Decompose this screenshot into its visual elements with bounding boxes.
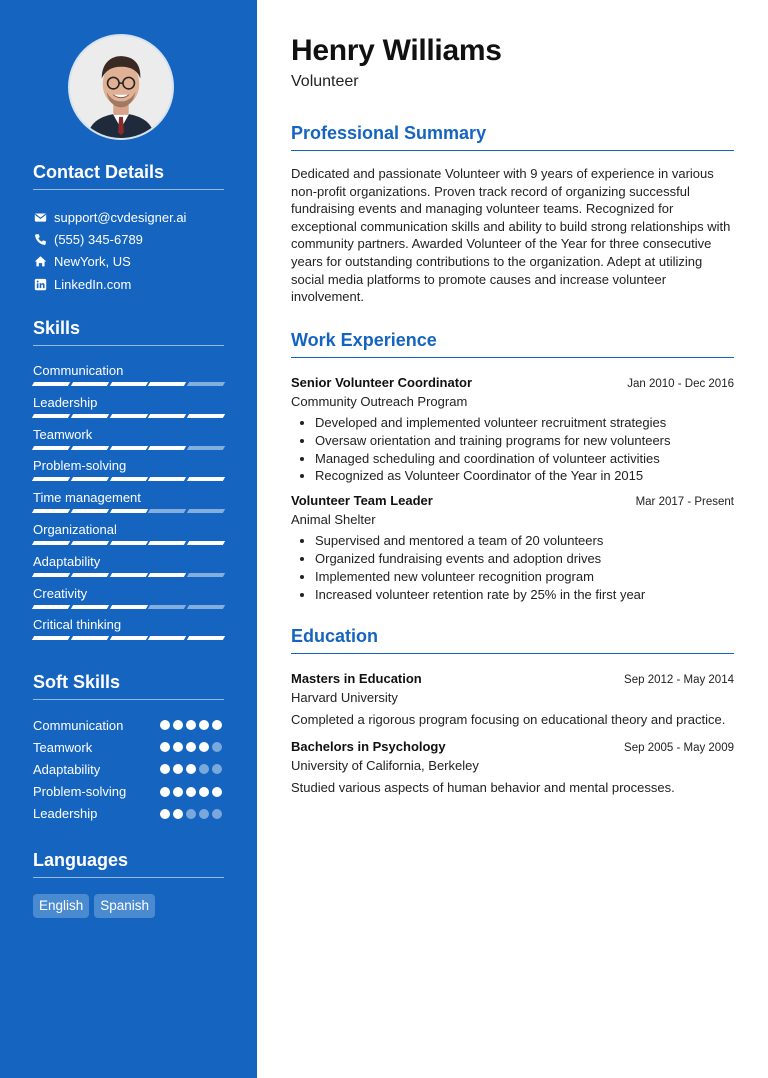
divider (33, 189, 224, 190)
rating-dot (212, 764, 222, 774)
languages-section (33, 849, 224, 918)
soft-skill-name: Communication (33, 717, 124, 733)
skill-level-segment (148, 477, 186, 481)
skill-name: Problem-solving (33, 458, 127, 474)
soft-skill-rating (160, 787, 222, 797)
skill-row (33, 427, 224, 459)
soft-skill-name: Teamwork (33, 739, 93, 755)
school-name: University of California, Berkeley (291, 758, 479, 773)
degree-title: Bachelors in Psychology (291, 739, 446, 754)
rating-dot (173, 720, 183, 730)
skill-level-segment (32, 477, 70, 481)
skill-level-segment (187, 541, 225, 545)
languages-heading: Languages (33, 850, 129, 870)
skill-level-segment (71, 382, 109, 386)
skill-level-segment (148, 541, 186, 545)
soft-skill-row (33, 803, 224, 825)
education-heading: Education (291, 626, 379, 646)
skill-level-segment (109, 605, 147, 609)
divider (33, 699, 224, 700)
skill-level-segment (32, 605, 70, 609)
soft-skills-section (33, 671, 224, 825)
sidebar (0, 0, 257, 1078)
contact-section (33, 161, 224, 295)
skill-level-segment (148, 636, 186, 640)
skill-level-bar (33, 477, 224, 481)
skill-name: Teamwork (33, 426, 93, 442)
rating-dot (173, 742, 183, 752)
divider (291, 357, 734, 358)
soft-skill-row (33, 758, 224, 780)
skill-level-segment (71, 477, 109, 481)
skill-level-bar (33, 446, 224, 450)
contact-phone[interactable] (33, 228, 224, 250)
rating-dot (160, 809, 170, 819)
phone-icon (33, 232, 47, 246)
skill-level-segment (187, 382, 225, 386)
soft-skill-row (33, 714, 224, 736)
job-bullet: • Implemented new volunteer recognition program (315, 568, 734, 586)
skill-level-segment (109, 414, 147, 418)
skill-level-bar (33, 382, 224, 386)
rating-dot (173, 809, 183, 819)
job-dates: Mar 2017 - Present (635, 496, 734, 509)
skill-row (33, 617, 224, 649)
language-badge: Spanish (94, 894, 155, 918)
skill-name: Critical thinking (33, 617, 122, 633)
contact-phone-text: (555) 345-6789 (54, 231, 143, 247)
skill-row (33, 395, 224, 427)
job-bullet: • Recognized as Volunteer Coordinator of the Year in 2015 (315, 467, 734, 485)
contact-list (33, 206, 224, 295)
education-entry (291, 671, 734, 729)
skill-level-segment (187, 446, 225, 450)
skill-level-segment (32, 446, 70, 450)
skill-name: Time management (33, 490, 141, 506)
avatar (68, 34, 174, 140)
skill-level-segment (32, 509, 70, 513)
soft-skill-rating (160, 720, 222, 730)
skill-row (33, 490, 224, 522)
skill-level-segment (71, 605, 109, 609)
job-bullet: • Managed scheduling and coordination of volunteer activities (315, 450, 734, 468)
rating-dot (199, 742, 209, 752)
skill-level-segment (109, 477, 147, 481)
skill-level-segment (187, 636, 225, 640)
soft-skill-rating (160, 742, 222, 752)
home-icon (33, 255, 47, 269)
rating-dot (160, 720, 170, 730)
divider (291, 653, 734, 654)
rating-dot (212, 742, 222, 752)
skill-level-segment (32, 382, 70, 386)
summary-text: Dedicated and passionate Volunteer with 9 years of experience in various non-profit organizations. Proven track record of organizing successful fundraising events and managing volunteer teams. Recognized for exceptional communication skills and ability to build strong relationships with community partners. Awarded Volunteer of the Year for three consecutive years for outstanding contributions to the organization. Adept at utilizing social media platforms to promote causes and increase volunteer involvement. (291, 166, 731, 305)
skill-level-segment (32, 573, 70, 577)
contact-linkedin[interactable] (33, 273, 224, 295)
job-bullet: • Developed and implemented volunteer recruitment strategies (315, 414, 734, 432)
languages-list (33, 894, 224, 918)
job-title: Senior Volunteer Coordinator (291, 375, 473, 390)
degree-description: Studied various aspects of human behavior and mental processes. (291, 780, 675, 795)
skill-name: Communication (33, 363, 124, 378)
rating-dot (160, 742, 170, 752)
soft-skill-name: Adaptability (33, 761, 101, 777)
skill-row (33, 363, 224, 395)
rating-dot (173, 764, 183, 774)
skill-level-segment (148, 605, 186, 609)
degree-title: Masters in Education (291, 671, 422, 686)
divider (33, 877, 224, 878)
summary-section (291, 122, 734, 306)
degree-dates: Sep 2012 - May 2014 (624, 674, 734, 686)
skill-level-segment (148, 509, 186, 513)
candidate-name: Henry Williams (291, 34, 502, 67)
contact-location (33, 251, 224, 273)
contact-location-text: NewYork, US (54, 254, 131, 270)
soft-skills-heading: Soft Skills (33, 672, 121, 692)
rating-dot (212, 809, 222, 819)
rating-dot (186, 787, 196, 797)
skill-level-bar (33, 573, 224, 577)
contact-email-text: support@cvdesigner.ai (54, 209, 187, 225)
skill-name: Leadership (33, 394, 98, 410)
rating-dot (186, 764, 196, 774)
skill-level-bar (33, 605, 224, 609)
job-org: Community Outreach Program (291, 394, 468, 409)
skill-level-segment (32, 414, 70, 418)
skill-level-segment (71, 414, 109, 418)
contact-heading: Contact Details (33, 162, 165, 182)
skill-level-segment (71, 446, 109, 450)
skill-level-segment (71, 636, 109, 640)
skill-level-segment (109, 446, 147, 450)
skill-level-segment (187, 509, 225, 513)
soft-skill-name: Problem-solving (33, 784, 127, 800)
skills-heading: Skills (33, 318, 81, 338)
job-bullets (291, 414, 734, 485)
person-photo-icon (70, 36, 172, 138)
job-entry (291, 375, 734, 485)
envelope-icon (33, 210, 47, 224)
rating-dot (199, 720, 209, 730)
job-bullet: • Increased volunteer retention rate by 25% in the first year (315, 586, 734, 604)
divider (33, 345, 224, 346)
rating-dot (160, 787, 170, 797)
job-org: Animal Shelter (291, 512, 376, 528)
rating-dot (199, 787, 209, 797)
rating-dot (160, 764, 170, 774)
soft-skill-row (33, 781, 224, 803)
skill-level-segment (148, 573, 186, 577)
rating-dot (186, 742, 196, 752)
skill-level-segment (71, 541, 109, 545)
skill-level-bar (33, 509, 224, 513)
skill-level-segment (187, 477, 225, 481)
job-bullet: • Supervised and mentored a team of 20 volunteers (315, 532, 734, 550)
rating-dot (212, 787, 222, 797)
contact-email[interactable] (33, 206, 224, 228)
skill-row (33, 554, 224, 586)
skill-name: Organizational (33, 521, 117, 537)
summary-heading: Professional Summary (291, 123, 487, 143)
language-badge: English (33, 894, 89, 918)
skill-row (33, 586, 224, 618)
education-section (291, 625, 734, 797)
experience-heading: Work Experience (291, 330, 437, 350)
degree-dates: Sep 2005 - May 2009 (624, 742, 734, 754)
degree-description: Completed a rigorous program focusing on educational theory and practice. (291, 712, 726, 727)
skill-level-segment (148, 446, 186, 450)
skill-level-segment (32, 541, 70, 545)
skill-level-segment (109, 509, 147, 513)
contact-linkedin-text: LinkedIn.com (54, 276, 132, 292)
rating-dot (212, 720, 222, 730)
skill-level-bar (33, 636, 224, 640)
job-entry (291, 493, 734, 603)
rating-dot (199, 809, 209, 819)
skill-row (33, 522, 224, 554)
job-dates: Jan 2010 - Dec 2016 (627, 378, 734, 390)
soft-skill-rating (160, 764, 222, 774)
job-bullet: • Organized fundraising events and adoption drives (315, 550, 734, 568)
skills-section (33, 317, 224, 649)
linkedin-icon (33, 277, 47, 291)
skill-level-segment (187, 414, 225, 418)
skill-name: Creativity (33, 585, 88, 601)
soft-skill-name: Leadership (33, 806, 98, 822)
skill-level-segment (109, 573, 147, 577)
skill-level-segment (109, 636, 147, 640)
skill-level-segment (71, 573, 109, 577)
rating-dot (173, 787, 183, 797)
soft-skill-rating (160, 809, 222, 819)
skill-level-segment (187, 573, 225, 577)
school-name: Harvard University (291, 690, 398, 705)
rating-dot (186, 809, 196, 819)
skill-name: Adaptability (33, 553, 101, 569)
divider (291, 150, 734, 151)
rating-dot (186, 720, 196, 730)
skill-row (33, 458, 224, 490)
skill-level-segment (148, 414, 186, 418)
candidate-title: Volunteer (291, 73, 359, 90)
skill-level-segment (148, 382, 186, 386)
skill-level-segment (187, 605, 225, 609)
skill-level-segment (32, 636, 70, 640)
skill-level-segment (109, 382, 147, 386)
job-title: Volunteer Team Leader (291, 493, 433, 509)
skill-level-bar (33, 541, 224, 545)
soft-skills-list (33, 714, 224, 825)
skills-list (33, 363, 224, 649)
job-bullets (291, 532, 734, 603)
skill-level-segment (71, 509, 109, 513)
rating-dot (199, 764, 209, 774)
experience-section (291, 329, 734, 603)
job-bullet: • Oversaw orientation and training programs for new volunteers (315, 432, 734, 450)
soft-skill-row (33, 736, 224, 758)
skill-level-bar (33, 414, 224, 418)
education-entry (291, 739, 734, 797)
skill-level-segment (109, 541, 147, 545)
